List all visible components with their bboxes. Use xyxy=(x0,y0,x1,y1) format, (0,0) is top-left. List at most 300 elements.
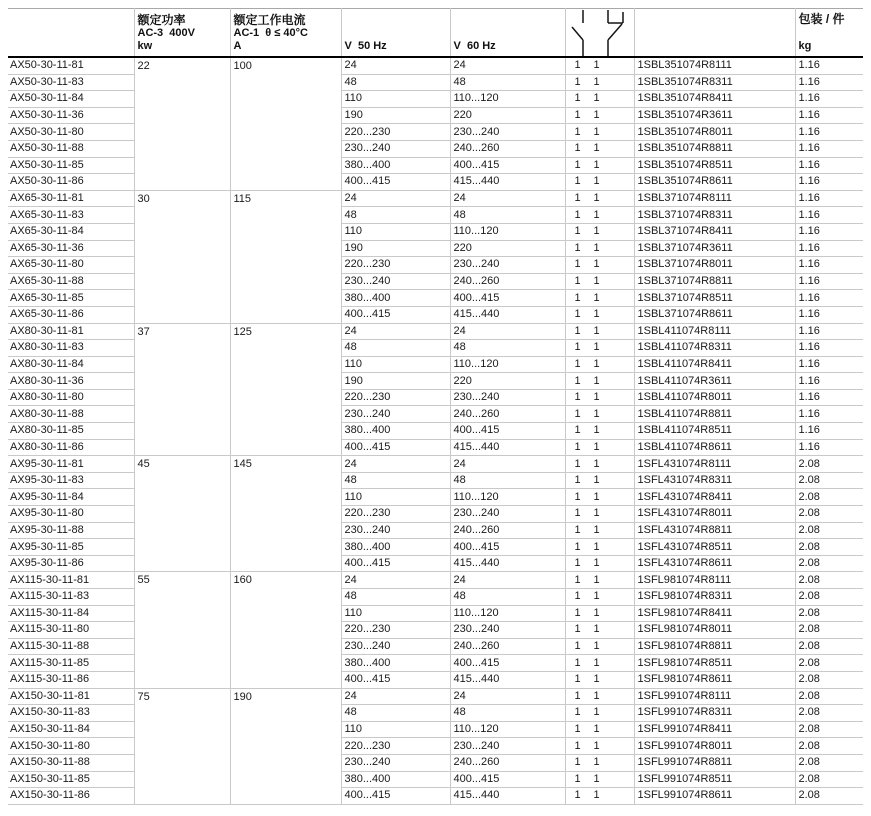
contact-count-cell xyxy=(565,207,634,224)
no-count: 1 xyxy=(574,92,581,105)
contact-count-cell xyxy=(565,290,634,307)
weight-cell: 2.08 xyxy=(795,705,863,722)
header-power-condition: AC-3 400V xyxy=(137,27,195,39)
voltage-60hz-cell: 400...415 xyxy=(450,423,565,440)
voltage-50hz-cell: 380...400 xyxy=(341,771,450,788)
voltage-60hz-cell: 220 xyxy=(450,240,565,257)
nc-count: 1 xyxy=(593,109,600,122)
voltage-60hz-cell: 24 xyxy=(450,456,565,473)
header-order-code xyxy=(634,9,795,58)
voltage-60hz-cell: 230...240 xyxy=(450,389,565,406)
voltage-60hz-cell: 110...120 xyxy=(450,489,565,506)
weight-cell: 2.08 xyxy=(795,472,863,489)
model-cell: AX65-30-11-84 xyxy=(8,223,134,240)
no-count: 1 xyxy=(574,474,581,487)
model-cell: AX115-30-11-86 xyxy=(8,671,134,688)
weight-cell: 1.16 xyxy=(795,124,863,141)
model-cell: AX115-30-11-85 xyxy=(8,655,134,672)
no-count: 1 xyxy=(574,789,581,802)
weight-cell: 2.08 xyxy=(795,788,863,805)
voltage-50hz-cell: 110 xyxy=(341,489,450,506)
contact-count-cell xyxy=(565,356,634,373)
voltage-50hz-cell: 24 xyxy=(341,57,450,74)
model-cell: AX95-30-11-86 xyxy=(8,555,134,572)
weight-cell: 1.16 xyxy=(795,91,863,108)
model-cell: AX65-30-11-80 xyxy=(8,257,134,274)
order-code-cell: 1SFL981074R8411 xyxy=(634,605,795,622)
nc-count: 1 xyxy=(593,606,600,619)
nc-count: 1 xyxy=(593,92,600,105)
weight-cell: 2.08 xyxy=(795,622,863,639)
no-count: 1 xyxy=(574,208,581,221)
voltage-60hz-cell: 240...260 xyxy=(450,140,565,157)
order-code-cell: 1SFL981074R8511 xyxy=(634,655,795,672)
voltage-50hz-cell: 24 xyxy=(341,456,450,473)
voltage-60hz-cell: 48 xyxy=(450,705,565,722)
no-count: 1 xyxy=(574,756,581,769)
nc-count: 1 xyxy=(593,59,600,72)
voltage-50hz-cell: 230...240 xyxy=(341,406,450,423)
weight-cell: 1.16 xyxy=(795,439,863,456)
contact-count-cell xyxy=(565,522,634,539)
nc-count: 1 xyxy=(593,540,600,553)
order-code-cell: 1SBL371074R8811 xyxy=(634,273,795,290)
order-code-cell: 1SBL371074R8611 xyxy=(634,306,795,323)
header-packing-title: 包装 / 件 xyxy=(798,12,845,26)
voltage-50hz-cell: 400...415 xyxy=(341,174,450,191)
no-count: 1 xyxy=(574,540,581,553)
voltage-50hz-cell: 24 xyxy=(341,688,450,705)
voltage-50hz-cell: 110 xyxy=(341,605,450,622)
weight-cell: 1.16 xyxy=(795,306,863,323)
voltage-50hz-cell: 400...415 xyxy=(341,439,450,456)
current-a-cell: 145 xyxy=(230,456,341,572)
no-count: 1 xyxy=(574,109,581,122)
header-current-title: 额定工作电流 xyxy=(233,13,306,27)
voltage-60hz-cell: 48 xyxy=(450,472,565,489)
order-code-cell: 1SBL351074R8411 xyxy=(634,91,795,108)
voltage-50hz-cell: 24 xyxy=(341,572,450,589)
contact-count-cell xyxy=(565,489,634,506)
header-packing xyxy=(795,9,863,58)
no-count: 1 xyxy=(574,440,581,453)
no-count: 1 xyxy=(574,125,581,138)
voltage-60hz-cell: 230...240 xyxy=(450,506,565,523)
voltage-50hz-cell: 110 xyxy=(341,356,450,373)
no-count: 1 xyxy=(574,374,581,387)
model-cell: AX50-30-11-81 xyxy=(8,57,134,74)
weight-cell: 1.16 xyxy=(795,323,863,340)
no-count: 1 xyxy=(574,192,581,205)
no-count: 1 xyxy=(574,407,581,420)
order-code-cell: 1SFL431074R8811 xyxy=(634,522,795,539)
voltage-60hz-cell: 220 xyxy=(450,373,565,390)
weight-cell: 2.08 xyxy=(795,638,863,655)
order-code-cell: 1SFL981074R8811 xyxy=(634,638,795,655)
order-code-cell: 1SBL351074R3611 xyxy=(634,107,795,124)
order-code-cell: 1SBL371074R8111 xyxy=(634,190,795,207)
header-row xyxy=(8,9,863,58)
model-cell: AX150-30-11-86 xyxy=(8,788,134,805)
voltage-60hz-cell: 415...440 xyxy=(450,788,565,805)
contact-count-cell xyxy=(565,124,634,141)
current-a-cell: 115 xyxy=(230,190,341,323)
no-count: 1 xyxy=(574,308,581,321)
no-count: 1 xyxy=(574,606,581,619)
nc-count: 1 xyxy=(593,175,600,188)
no-count: 1 xyxy=(574,772,581,785)
voltage-50hz-cell: 230...240 xyxy=(341,754,450,771)
nc-count: 1 xyxy=(593,208,600,221)
weight-cell: 2.08 xyxy=(795,671,863,688)
voltage-60hz-cell: 110...120 xyxy=(450,91,565,108)
no-count: 1 xyxy=(574,142,581,155)
header-rated-current xyxy=(230,9,341,58)
weight-cell: 2.08 xyxy=(795,738,863,755)
nc-count: 1 xyxy=(593,723,600,736)
header-rated-power xyxy=(134,9,230,58)
nc-count: 1 xyxy=(593,557,600,570)
order-code-cell: 1SBL351074R8311 xyxy=(634,74,795,91)
contact-count-cell xyxy=(565,705,634,722)
voltage-50hz-cell: 380...400 xyxy=(341,157,450,174)
no-count: 1 xyxy=(574,225,581,238)
contact-count-cell xyxy=(565,91,634,108)
model-cell: AX50-30-11-85 xyxy=(8,157,134,174)
model-cell: AX80-30-11-88 xyxy=(8,406,134,423)
no-count: 1 xyxy=(574,175,581,188)
nc-count: 1 xyxy=(593,258,600,271)
weight-cell: 2.08 xyxy=(795,522,863,539)
table-row xyxy=(8,688,863,705)
nc-count: 1 xyxy=(593,225,600,238)
weight-cell: 1.16 xyxy=(795,240,863,257)
no-count: 1 xyxy=(574,689,581,702)
model-cell: AX95-30-11-84 xyxy=(8,489,134,506)
contact-count-cell xyxy=(565,273,634,290)
voltage-60hz-cell: 110...120 xyxy=(450,356,565,373)
voltage-60hz-cell: 220 xyxy=(450,107,565,124)
order-code-cell: 1SBL351074R8811 xyxy=(634,140,795,157)
voltage-50hz-cell: 110 xyxy=(341,91,450,108)
model-cell: AX50-30-11-36 xyxy=(8,107,134,124)
weight-cell: 1.16 xyxy=(795,107,863,124)
order-code-cell: 1SFL431074R8511 xyxy=(634,539,795,556)
order-code-cell: 1SFL991074R8411 xyxy=(634,721,795,738)
order-code-cell: 1SFL991074R8511 xyxy=(634,771,795,788)
weight-cell: 1.16 xyxy=(795,373,863,390)
contact-count-cell xyxy=(565,539,634,556)
order-code-cell: 1SBL371074R3611 xyxy=(634,240,795,257)
nc-count: 1 xyxy=(593,357,600,370)
nc-count: 1 xyxy=(593,739,600,752)
no-count: 1 xyxy=(574,59,581,72)
order-code-cell: 1SBL411074R8311 xyxy=(634,340,795,357)
model-cell: AX80-30-11-81 xyxy=(8,323,134,340)
nc-count: 1 xyxy=(593,424,600,437)
voltage-50hz-cell: 220...230 xyxy=(341,506,450,523)
nc-count: 1 xyxy=(593,341,600,354)
model-cell: AX115-30-11-83 xyxy=(8,589,134,606)
no-count: 1 xyxy=(574,391,581,404)
no-count: 1 xyxy=(574,673,581,686)
model-cell: AX65-30-11-85 xyxy=(8,290,134,307)
no-count: 1 xyxy=(574,706,581,719)
order-code-cell: 1SBL411074R8811 xyxy=(634,406,795,423)
contact-count-cell xyxy=(565,389,634,406)
header-aux-contacts xyxy=(565,9,634,58)
contact-count-cell xyxy=(565,439,634,456)
no-count: 1 xyxy=(574,241,581,254)
no-count: 1 xyxy=(574,640,581,653)
model-cell: AX150-30-11-80 xyxy=(8,738,134,755)
order-code-cell: 1SFL981074R8611 xyxy=(634,671,795,688)
weight-cell: 1.16 xyxy=(795,290,863,307)
model-cell: AX95-30-11-85 xyxy=(8,539,134,556)
model-cell: AX50-30-11-84 xyxy=(8,91,134,108)
voltage-60hz-cell: 400...415 xyxy=(450,771,565,788)
model-cell: AX80-30-11-85 xyxy=(8,423,134,440)
contact-count-cell xyxy=(565,174,634,191)
voltage-50hz-cell: 220...230 xyxy=(341,622,450,639)
model-cell: AX65-30-11-36 xyxy=(8,240,134,257)
voltage-50hz-cell: 400...415 xyxy=(341,671,450,688)
nc-count: 1 xyxy=(593,656,600,669)
voltage-50hz-cell: 380...400 xyxy=(341,655,450,672)
contact-count-cell xyxy=(565,655,634,672)
contact-count-cell xyxy=(565,190,634,207)
nc-count: 1 xyxy=(593,158,600,171)
no-count: 1 xyxy=(574,341,581,354)
voltage-60hz-cell: 48 xyxy=(450,340,565,357)
contact-count-cell xyxy=(565,140,634,157)
current-a-cell: 160 xyxy=(230,572,341,688)
voltage-50hz-cell: 220...230 xyxy=(341,389,450,406)
weight-cell: 2.08 xyxy=(795,655,863,672)
nc-count: 1 xyxy=(593,590,600,603)
table-row xyxy=(8,572,863,589)
header-packing-unit: kg xyxy=(798,40,812,52)
power-kw-cell: 75 xyxy=(134,688,230,804)
voltage-60hz-cell: 48 xyxy=(450,589,565,606)
voltage-50hz-cell: 48 xyxy=(341,472,450,489)
voltage-60hz-cell: 110...120 xyxy=(450,721,565,738)
voltage-60hz-cell: 230...240 xyxy=(450,622,565,639)
weight-cell: 2.08 xyxy=(795,754,863,771)
contact-count-cell xyxy=(565,257,634,274)
voltage-60hz-cell: 400...415 xyxy=(450,655,565,672)
voltage-60hz-cell: 240...260 xyxy=(450,522,565,539)
voltage-60hz-cell: 240...260 xyxy=(450,273,565,290)
order-code-cell: 1SFL431074R8411 xyxy=(634,489,795,506)
contact-count-cell xyxy=(565,456,634,473)
voltage-50hz-cell: 380...400 xyxy=(341,290,450,307)
nc-count: 1 xyxy=(593,756,600,769)
table-row xyxy=(8,57,863,74)
weight-cell: 1.16 xyxy=(795,406,863,423)
no-count: 1 xyxy=(574,723,581,736)
order-code-cell: 1SBL351074R8511 xyxy=(634,157,795,174)
no-count: 1 xyxy=(574,258,581,271)
model-cell: AX150-30-11-83 xyxy=(8,705,134,722)
contact-count-cell xyxy=(565,223,634,240)
model-cell: AX65-30-11-88 xyxy=(8,273,134,290)
power-kw-cell: 37 xyxy=(134,323,230,456)
weight-cell: 2.08 xyxy=(795,456,863,473)
current-a-cell: 190 xyxy=(230,688,341,804)
nc-count: 1 xyxy=(593,125,600,138)
weight-cell: 2.08 xyxy=(795,721,863,738)
order-code-cell: 1SFL431074R8311 xyxy=(634,472,795,489)
weight-cell: 1.16 xyxy=(795,157,863,174)
voltage-50hz-cell: 190 xyxy=(341,107,450,124)
weight-cell: 2.08 xyxy=(795,605,863,622)
nc-count: 1 xyxy=(593,490,600,503)
voltage-60hz-cell: 24 xyxy=(450,190,565,207)
weight-cell: 1.16 xyxy=(795,140,863,157)
nc-count: 1 xyxy=(593,523,600,536)
voltage-60hz-cell: 415...440 xyxy=(450,671,565,688)
header-power-unit: kw xyxy=(137,40,153,52)
order-code-cell: 1SBL411074R8611 xyxy=(634,439,795,456)
nc-count: 1 xyxy=(593,772,600,785)
model-cell: AX50-30-11-88 xyxy=(8,140,134,157)
header-power-title: 额定功率 xyxy=(137,13,186,27)
nc-count: 1 xyxy=(593,374,600,387)
voltage-50hz-cell: 48 xyxy=(341,207,450,224)
power-kw-cell: 45 xyxy=(134,456,230,572)
weight-cell: 1.16 xyxy=(795,356,863,373)
weight-cell: 1.16 xyxy=(795,389,863,406)
header-current-unit: A xyxy=(233,40,242,52)
order-code-cell: 1SBL411074R8011 xyxy=(634,389,795,406)
nc-count: 1 xyxy=(593,474,600,487)
order-code-cell: 1SFL981074R8311 xyxy=(634,589,795,606)
weight-cell: 1.16 xyxy=(795,273,863,290)
contact-count-cell xyxy=(565,74,634,91)
model-cell: AX50-30-11-80 xyxy=(8,124,134,141)
model-cell: AX65-30-11-86 xyxy=(8,306,134,323)
nc-count: 1 xyxy=(593,308,600,321)
contact-count-cell xyxy=(565,306,634,323)
nc-count: 1 xyxy=(593,391,600,404)
table-row xyxy=(8,456,863,473)
no-count: 1 xyxy=(574,557,581,570)
voltage-60hz-cell: 415...440 xyxy=(450,174,565,191)
voltage-50hz-cell: 220...230 xyxy=(341,257,450,274)
nc-count: 1 xyxy=(593,142,600,155)
voltage-60hz-cell: 24 xyxy=(450,688,565,705)
order-code-cell: 1SBL411074R3611 xyxy=(634,373,795,390)
nc-count: 1 xyxy=(593,275,600,288)
order-code-cell: 1SFL991074R8111 xyxy=(634,688,795,705)
contact-count-cell xyxy=(565,157,634,174)
order-code-cell: 1SFL981074R8111 xyxy=(634,572,795,589)
no-count: 1 xyxy=(574,75,581,88)
order-code-cell: 1SBL371074R8411 xyxy=(634,223,795,240)
order-code-cell: 1SBL371074R8011 xyxy=(634,257,795,274)
weight-cell: 2.08 xyxy=(795,489,863,506)
contact-count-cell xyxy=(565,671,634,688)
contact-count-cell xyxy=(565,240,634,257)
nc-count: 1 xyxy=(593,789,600,802)
header-model xyxy=(8,9,134,58)
model-cell: AX80-30-11-36 xyxy=(8,373,134,390)
model-cell: AX95-30-11-83 xyxy=(8,472,134,489)
voltage-50hz-cell: 230...240 xyxy=(341,140,450,157)
model-cell: AX95-30-11-88 xyxy=(8,522,134,539)
no-count: 1 xyxy=(574,457,581,470)
contact-count-cell xyxy=(565,771,634,788)
model-cell: AX115-30-11-84 xyxy=(8,605,134,622)
current-a-cell: 100 xyxy=(230,57,341,190)
voltage-50hz-cell: 24 xyxy=(341,190,450,207)
weight-cell: 1.16 xyxy=(795,57,863,74)
model-cell: AX80-30-11-84 xyxy=(8,356,134,373)
contact-count-cell xyxy=(565,107,634,124)
nc-count: 1 xyxy=(593,192,600,205)
contact-count-cell xyxy=(565,555,634,572)
voltage-60hz-cell: 24 xyxy=(450,323,565,340)
nc-count: 1 xyxy=(593,640,600,653)
nc-count: 1 xyxy=(593,75,600,88)
voltage-50hz-cell: 400...415 xyxy=(341,306,450,323)
nc-count: 1 xyxy=(593,689,600,702)
power-kw-cell: 55 xyxy=(134,572,230,688)
weight-cell: 2.08 xyxy=(795,506,863,523)
order-code-cell: 1SBL411074R8411 xyxy=(634,356,795,373)
contact-count-cell xyxy=(565,622,634,639)
order-code-cell: 1SBL371074R8311 xyxy=(634,207,795,224)
voltage-60hz-cell: 24 xyxy=(450,57,565,74)
model-cell: AX95-30-11-81 xyxy=(8,456,134,473)
nc-count: 1 xyxy=(593,673,600,686)
header-current-condition: AC-1 θ ≤ 40°C xyxy=(233,27,308,39)
no-count: 1 xyxy=(574,291,581,304)
weight-cell: 2.08 xyxy=(795,555,863,572)
table-row xyxy=(8,190,863,207)
contact-count-cell xyxy=(565,605,634,622)
voltage-60hz-cell: 400...415 xyxy=(450,290,565,307)
nc-count: 1 xyxy=(593,440,600,453)
order-code-cell: 1SBL411074R8111 xyxy=(634,323,795,340)
voltage-50hz-cell: 48 xyxy=(341,74,450,91)
no-contact-icon xyxy=(570,10,590,56)
voltage-60hz-cell: 230...240 xyxy=(450,738,565,755)
power-kw-cell: 30 xyxy=(134,190,230,323)
weight-cell: 2.08 xyxy=(795,771,863,788)
table-body xyxy=(8,57,863,804)
voltage-60hz-cell: 48 xyxy=(450,74,565,91)
model-cell: AX80-30-11-80 xyxy=(8,389,134,406)
order-code-cell: 1SBL351074R8011 xyxy=(634,124,795,141)
voltage-60hz-cell: 240...260 xyxy=(450,754,565,771)
voltage-50hz-cell: 220...230 xyxy=(341,124,450,141)
voltage-50hz-cell: 48 xyxy=(341,705,450,722)
nc-count: 1 xyxy=(593,573,600,586)
voltage-50hz-cell: 230...240 xyxy=(341,522,450,539)
contact-count-cell xyxy=(565,638,634,655)
voltage-50hz-cell: 48 xyxy=(341,589,450,606)
voltage-50hz-cell: 380...400 xyxy=(341,539,450,556)
weight-cell: 1.16 xyxy=(795,257,863,274)
voltage-60hz-cell: 415...440 xyxy=(450,439,565,456)
voltage-60hz-cell: 415...440 xyxy=(450,306,565,323)
weight-cell: 1.16 xyxy=(795,190,863,207)
voltage-50hz-cell: 24 xyxy=(341,323,450,340)
contact-count-cell xyxy=(565,472,634,489)
contact-count-cell xyxy=(565,406,634,423)
